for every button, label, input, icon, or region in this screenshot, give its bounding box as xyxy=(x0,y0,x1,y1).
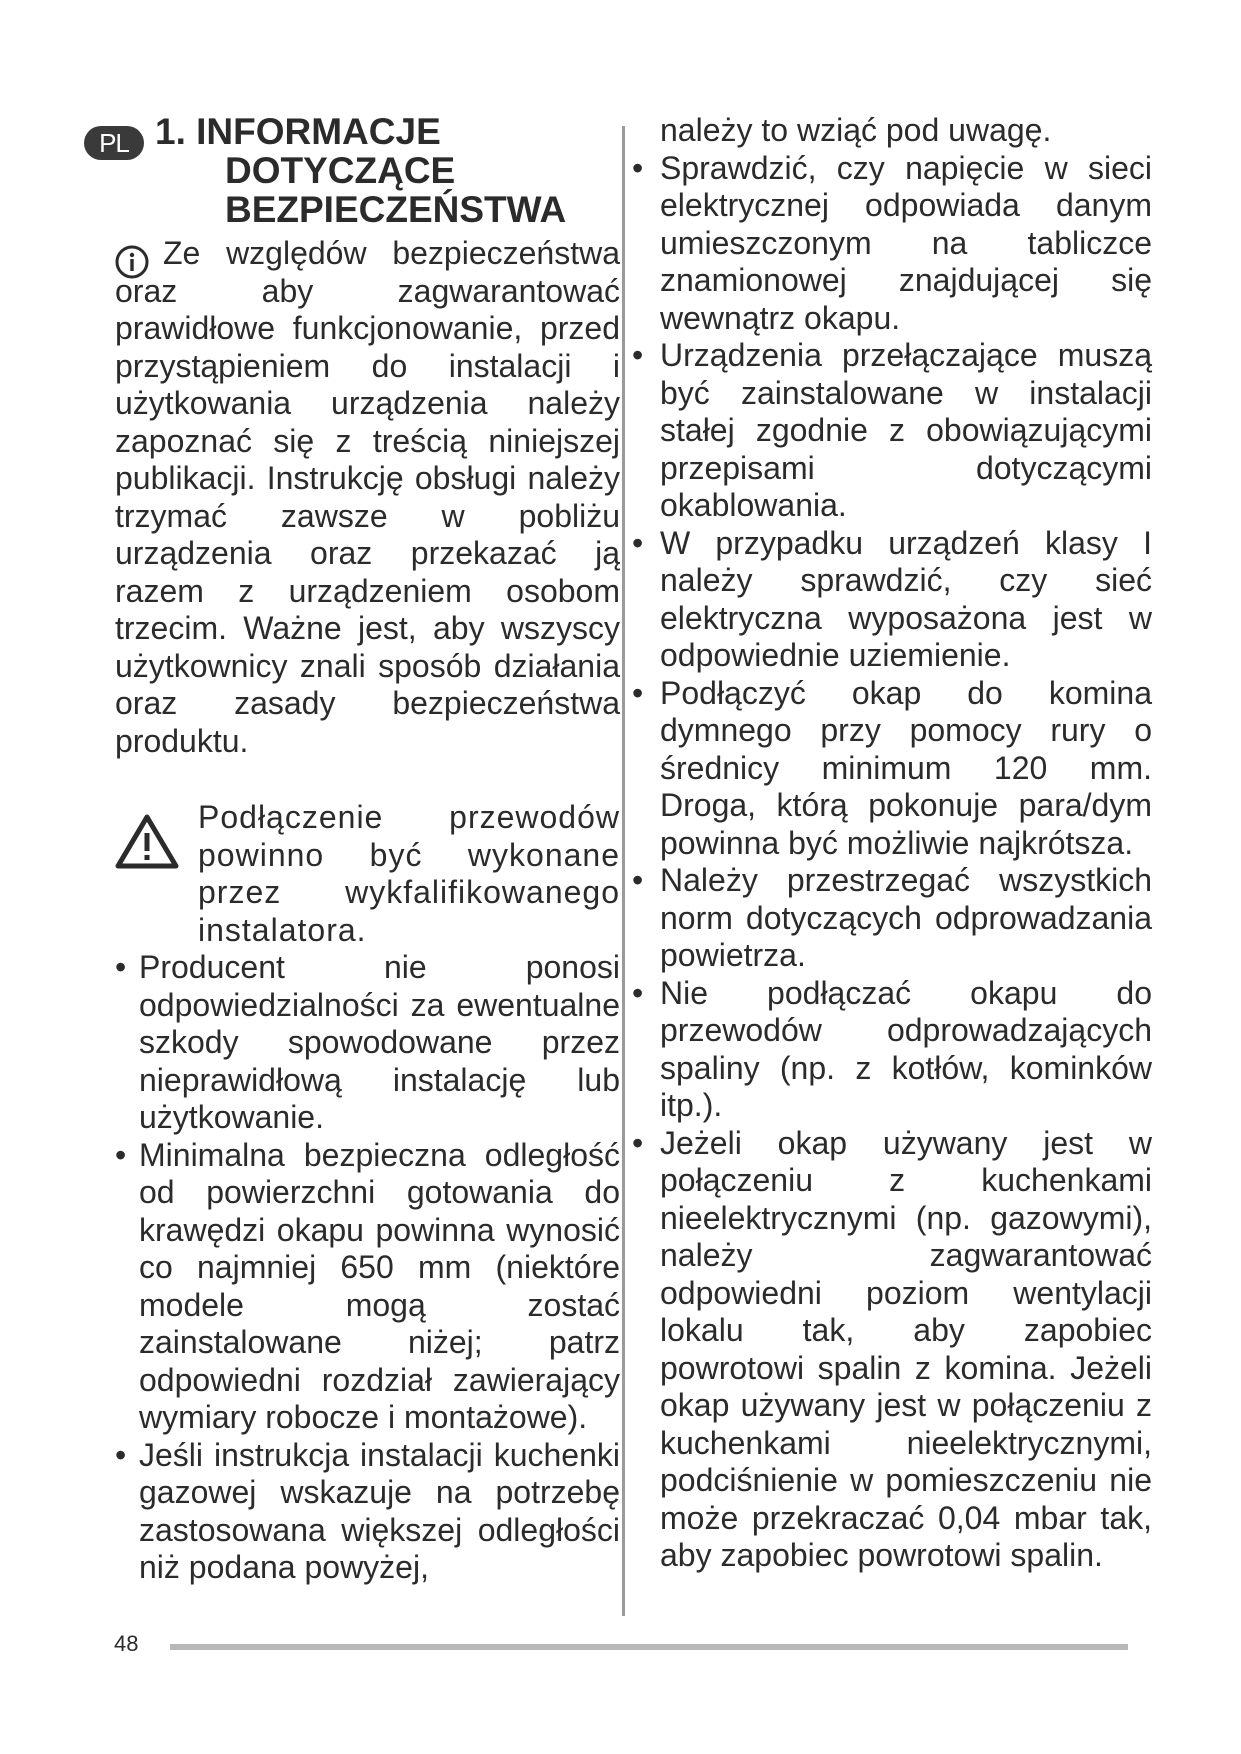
intro-block xyxy=(115,235,620,760)
list-item: • W przypadku urządzeń klasy I należy sprawdzić, czy sieć elektryczna wyposażona jest w odpowiednie uziemienie. xyxy=(632,525,1152,675)
heading-line-3: BEZPIECZEŃSTWA xyxy=(225,189,567,230)
list-item: • Podłączyć okap do komina dymnego przy pomocy rury o średnicy minimum 120 mm. Droga, którą pokonuje para/dym powinna być możliwie najkrótsza. xyxy=(632,675,1152,863)
right-bullet-list xyxy=(632,150,1152,1575)
heading-line-1: 1. INFORMACJE xyxy=(155,111,441,152)
warning-text: Podłączenie przewodów powinno być wykonane przez wykfalifikowanego instalatora. xyxy=(198,799,620,948)
intro-text: Ze względów bezpieczeństwa oraz aby zagwarantować prawidłowe funkcjonowanie, przed przystąpieniem do instalacji i użytkowania urządzenia należy zapoznać się z treścią niniejszej publikacji. Instrukcję obsługi należy trzymać zawsze w pobliżu urządzenia oraz przekazać ją razem z urządzeniem osobom trzecim. Ważne jest, aby wszyscy użytkownicy znali sposób działania oraz zasady bezpieczeństwa produktu. xyxy=(115,235,620,759)
column-divider xyxy=(622,126,625,1616)
list-item: • Producent nie ponosi odpowiedzialności za ewentualne szkody spowodowane przez nieprawidłową instalację lub użytkowanie. xyxy=(115,949,620,1137)
language-badge: PL xyxy=(84,126,144,160)
footer-rule xyxy=(170,1644,1128,1650)
continued-text: należy to wziąć pod uwagę. xyxy=(660,112,1052,148)
right-column xyxy=(632,112,1152,1575)
left-column xyxy=(115,112,620,1587)
warning-triangle-icon xyxy=(115,813,179,869)
left-bullet-list xyxy=(115,949,620,1587)
page-number: 48 xyxy=(114,1631,139,1656)
section-heading xyxy=(115,112,620,229)
list-item: • Jeżeli okap używany jest w połączeniu z kuchenkami nieelektrycznymi (np. gazowymi), należy zagwarantować odpowiedni poziom wentylacji lokalu tak, aby zapobiec powrotowi spalin z komina. Jeżeli okap używany jest w połączeniu z kuchenkami nieelektrycznymi, podciśnienie w pomieszczeniu nie może przekraczać 0,04 mbar tak, aby zapobiec powrotowi spalin. xyxy=(632,1125,1152,1575)
info-icon xyxy=(115,245,149,279)
list-item: • Sprawdzić, czy napięcie w sieci elektrycznej odpowiada danym umieszczonym na tabliczce znamionowej znajdującej się wewnątrz okapu. xyxy=(632,150,1152,338)
list-item: • Należy przestrzegać wszystkich norm dotyczących odprowadzania powietrza. xyxy=(632,862,1152,975)
list-item: • Minimalna bezpieczna odległość od powierzchni gotowania do krawędzi okapu powinna wynosić co najmniej 650 mm (niektóre modele mogą zostać zainstalowane niżej; patrz odpowiedni rozdział zawierający wymiary robocze i montażowe). xyxy=(115,1137,620,1437)
warning-block xyxy=(115,799,620,949)
list-item: • Nie podłączać okapu do przewodów odprowadzających spaliny (np. z kotłów, kominków itp.). xyxy=(632,975,1152,1125)
heading-line-2: DOTYCZĄCE xyxy=(225,150,456,191)
list-item: • Jeśli instrukcja instalacji kuchenki gazowej wskazuje na potrzebę zastosowana większej odległości niż podana powyżej, xyxy=(115,1437,620,1587)
list-item: • Urządzenia przełączające muszą być zainstalowane w instalacji stałej zgodnie z obowiązującymi przepisami dotyczącymi okablowania. xyxy=(632,337,1152,525)
